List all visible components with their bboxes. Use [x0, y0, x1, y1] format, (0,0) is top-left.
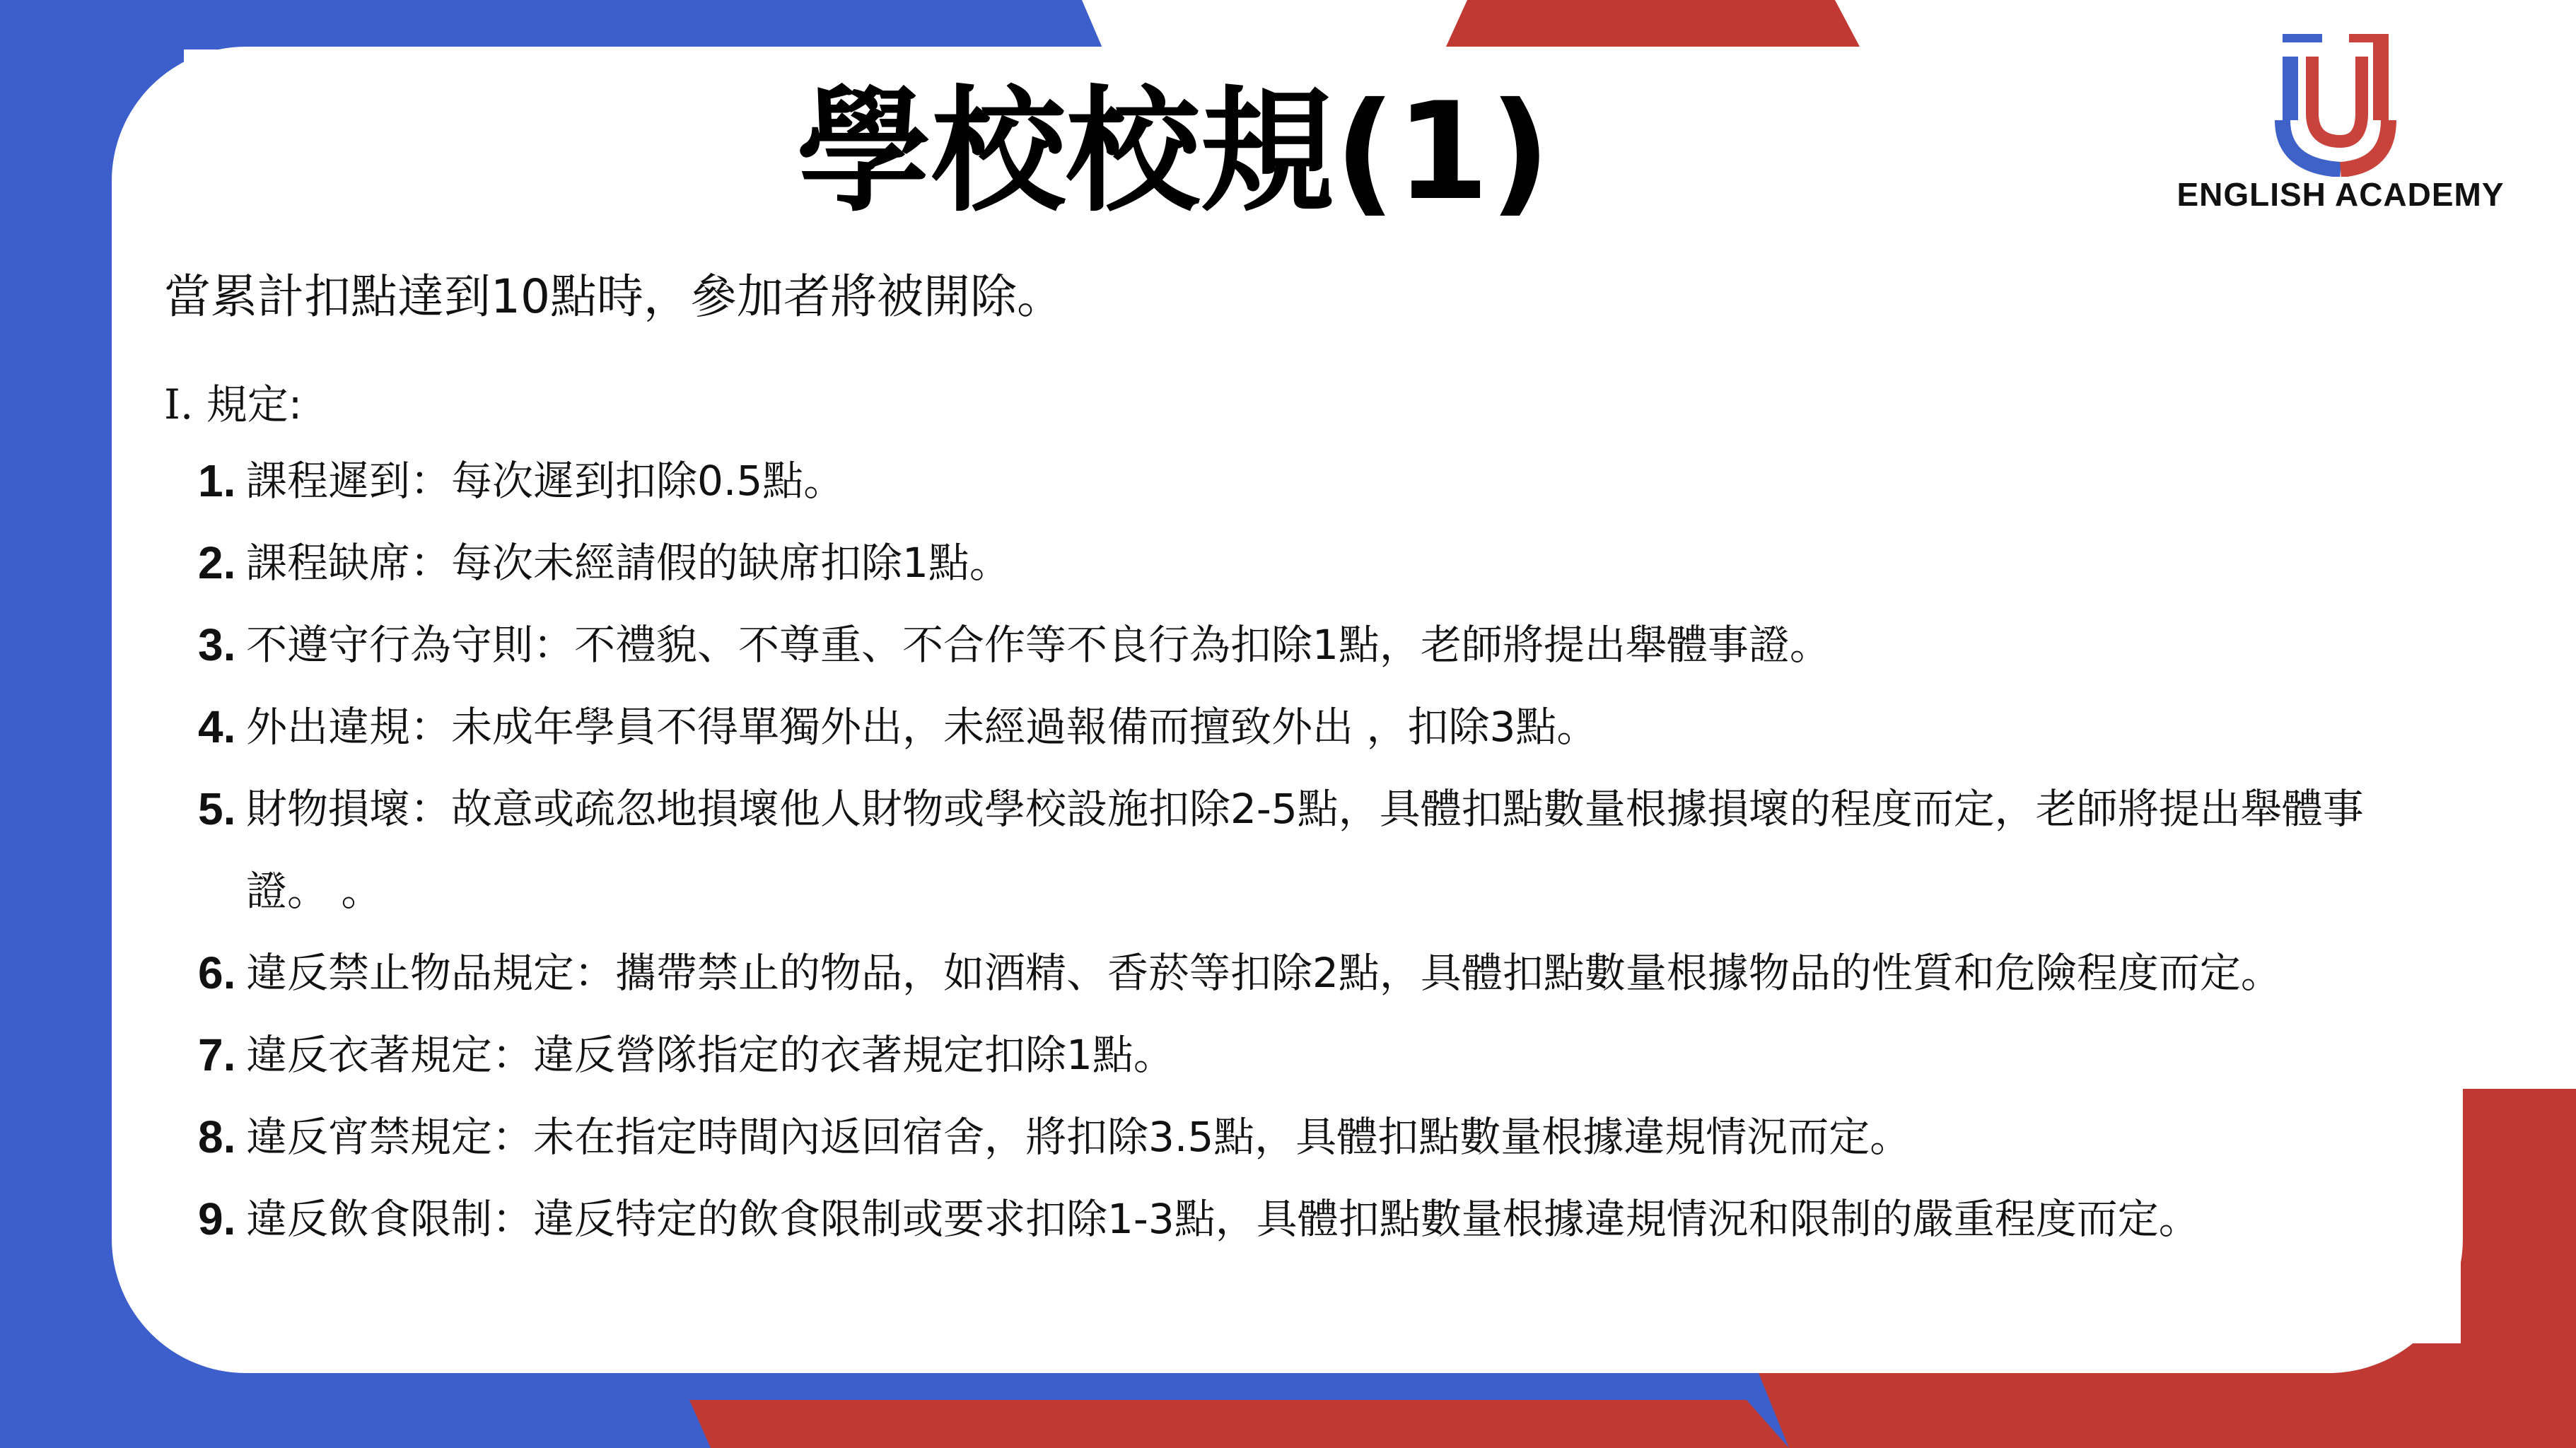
section-heading [164, 371, 302, 431]
rules-list [198, 440, 2404, 1260]
rule-item [198, 522, 2404, 604]
rule-title: 不遵守行為守則： [246, 621, 575, 669]
rule-text [246, 604, 2404, 686]
rule-item [198, 768, 2404, 932]
section-label: 規定: [206, 380, 303, 428]
rule-number: 8. [198, 1111, 236, 1162]
rule-text [246, 522, 2404, 604]
rule-title: 課程缺席： [246, 539, 452, 587]
rule-body: 未在指定時間內返回宿舍，將扣除3.5點，具體扣點數量根據違規情況而定。 [533, 1113, 1911, 1161]
rule-number: 4. [198, 701, 236, 752]
rule-body: 違反特定的飲食限制或要求扣除1-3點，具體扣點數量根據違規情況和限制的嚴重程度而定。 [533, 1195, 2200, 1243]
section-number: I. [164, 380, 194, 428]
rule-text [246, 1178, 2404, 1260]
rule-item [198, 1014, 2404, 1096]
rule-item [198, 1178, 2404, 1260]
rule-body: 未成年學員不得單獨外出，未經過報備而擅致外出 ，扣除3點。 [451, 703, 1598, 751]
intro-text: 當累計扣點達到10點時，參加者將被開除。 [164, 269, 1063, 324]
rule-title: 違反衣著規定： [246, 1031, 534, 1079]
rule-item [198, 440, 2404, 522]
rule-text [246, 686, 2404, 768]
rule-title: 外出違規： [246, 703, 452, 751]
rule-body: 每次未經請假的缺席扣除1點。 [451, 539, 1010, 587]
rule-text [246, 440, 2404, 522]
rule-item [198, 1096, 2404, 1178]
rule-item [198, 932, 2404, 1014]
bg-red-bottom [689, 1400, 1789, 1448]
rule-item [198, 686, 2404, 768]
rule-body: 不禮貌、不尊重、不合作等不良行為扣除1點，老師將提出舉體事證。 [574, 621, 1831, 669]
bg-red-top [1446, 0, 1860, 47]
rule-title: 違反飲食限制： [246, 1195, 534, 1243]
rule-number: 5. [198, 783, 236, 834]
rule-number: 2. [198, 537, 236, 588]
rule-text [246, 1014, 2404, 1096]
rule-item [198, 604, 2404, 686]
rule-body: 攜帶禁止的物品，如酒精、香菸等扣除2點，具體扣點數量根據物品的性質和危險程度而定。 [615, 949, 2282, 997]
rule-text [246, 768, 2404, 932]
rule-number: 1. [198, 455, 236, 506]
rule-body: 每次遲到扣除0.5點。 [451, 457, 845, 505]
rule-number: 7. [198, 1029, 236, 1080]
rule-body: 故意或疏忽地損壞他人財物或學校設施扣除2-5點，具體扣點數量根據損壞的程度而定，老師將提出舉體事證。 。 [246, 785, 2364, 915]
rule-body: 違反營隊指定的衣著規定扣除1點。 [533, 1031, 1175, 1079]
rule-title: 財物損壞： [246, 785, 452, 833]
rule-number: 9. [198, 1193, 236, 1244]
page-title: 學校校規(1) [797, 74, 1551, 230]
rule-number: 3. [198, 619, 236, 670]
rule-text [246, 1096, 2404, 1178]
rule-text [246, 932, 2404, 1014]
logo-text: ENGLISH ACADEMY [2176, 176, 2505, 213]
rule-title: 課程遲到： [246, 457, 452, 505]
rule-title: 違反禁止物品規定： [246, 949, 616, 997]
rule-title: 違反宵禁規定： [246, 1113, 534, 1161]
rule-number: 6. [198, 947, 236, 998]
